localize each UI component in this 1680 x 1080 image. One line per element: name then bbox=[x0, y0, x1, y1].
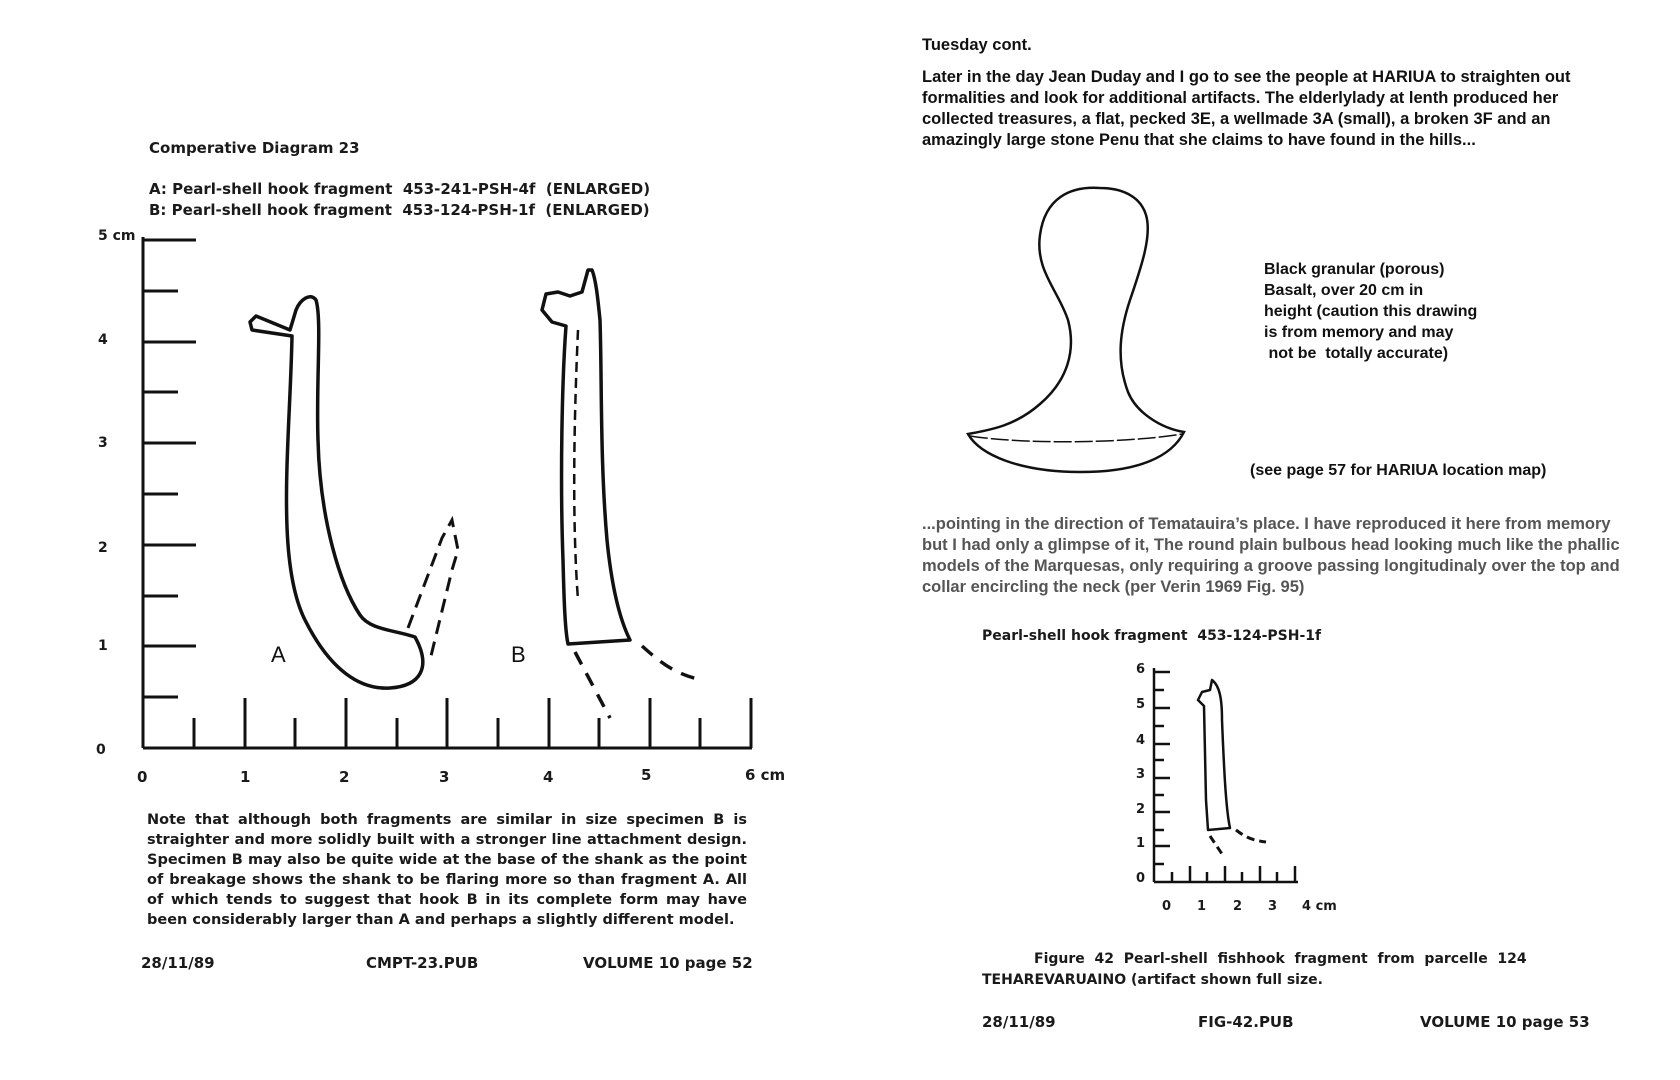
label-a: A bbox=[271, 642, 286, 667]
basalt-line: Basalt, over 20 cm in bbox=[1264, 282, 1424, 299]
hook-a-drawing bbox=[250, 297, 458, 688]
x-tick-label: 0 bbox=[137, 768, 148, 786]
hook-b-drawing bbox=[542, 270, 702, 718]
x-tick-label: 2 bbox=[339, 768, 350, 786]
small-x-tick: 4 cm bbox=[1302, 899, 1337, 914]
y-tick-label: 2 bbox=[98, 540, 108, 556]
y-tick-label: 1 bbox=[98, 638, 108, 654]
small-y-tick: 3 bbox=[1136, 767, 1146, 782]
legend-b: B: Pearl-shell hook fragment 453-124-PSH-1f (ENLARGED) bbox=[149, 201, 650, 219]
diagram-title: Comperative Diagram 23 bbox=[149, 139, 360, 157]
footer-volume: VOLUME 10 page 53 bbox=[1420, 1013, 1590, 1031]
x-tick-label: 5 bbox=[641, 766, 652, 784]
basalt-line: Black granular (porous) bbox=[1264, 261, 1445, 278]
small-x-tick: 0 bbox=[1162, 899, 1172, 914]
small-x-tick: 3 bbox=[1268, 899, 1278, 914]
x-tick-label: 6 cm bbox=[745, 766, 786, 784]
y-tick-label: 4 bbox=[98, 332, 108, 348]
small-chart-title: Pearl-shell hook fragment 453-124-PSH-1f bbox=[982, 628, 1322, 644]
footer-volume: VOLUME 10 page 52 bbox=[583, 954, 753, 972]
label-b: B bbox=[511, 642, 526, 667]
small-y-tick: 4 bbox=[1136, 733, 1146, 748]
right-page bbox=[840, 0, 1680, 1080]
footer-date: 28/11/89 bbox=[141, 954, 215, 972]
small-x-tick: 2 bbox=[1233, 899, 1243, 914]
heading: Tuesday cont. bbox=[922, 36, 1032, 54]
x-tick-label: 3 bbox=[439, 768, 450, 786]
x-tick-label: 4 bbox=[543, 768, 554, 786]
small-y-tick: 6 bbox=[1136, 662, 1146, 677]
y-tick-label: 3 bbox=[98, 435, 108, 451]
small-hook-b bbox=[1198, 680, 1266, 854]
figure-caption-line-1: Figure 42 Pearl-shell fishhook fragment from parcelle 124 bbox=[1034, 951, 1527, 967]
hook-diagram bbox=[0, 0, 840, 780]
footer-date: 28/11/89 bbox=[982, 1013, 1056, 1031]
x-tick-label: 1 bbox=[240, 768, 251, 786]
small-ruler bbox=[1154, 668, 1298, 882]
footer-file: CMPT-23.PUB bbox=[366, 954, 479, 972]
ruler bbox=[143, 237, 752, 748]
small-y-tick: 1 bbox=[1136, 836, 1146, 851]
small-y-tick: 2 bbox=[1136, 802, 1146, 817]
legend-a: A: Pearl-shell hook fragment 453-241-PSH-4f (ENLARGED) bbox=[149, 180, 651, 198]
footer-file: FIG-42.PUB bbox=[1198, 1013, 1294, 1031]
basalt-line: height (caution this drawing bbox=[1264, 303, 1478, 320]
basalt-line: is from memory and may bbox=[1264, 324, 1454, 341]
y-tick-label: 5 cm bbox=[98, 228, 136, 244]
paragraph-2: ...pointing in the direction of Tematauira’s place. I have reproduced it here from memory but I had only a glimpse of it, The round plain bulbous head looking much like the phallic models of the Marquesas, only requiring a groove passing longitudinaly over the top and collar encircling the neck (per Verin 1969 Fig. 95) bbox=[922, 515, 1620, 596]
note-paragraph: Note that although both fragments are similar in size specimen B is straighter and more solidly built with a stronger line attachment design. Specimen B may also be quite wide at the base of the shank as the point of breakage shows the shank to be flaring more so than fragment A. All of which tends to suggest that hook B in its complete form may have been considerably larger than A and perhaps a slightly different model. bbox=[147, 812, 747, 928]
figure-caption-line-2: TEHAREVARUAINO (artifact shown full size. bbox=[982, 972, 1323, 988]
y-tick-label: 0 bbox=[96, 742, 106, 758]
small-x-tick: 1 bbox=[1197, 899, 1207, 914]
penu-drawing bbox=[960, 180, 1200, 480]
small-hook-chart bbox=[1140, 660, 1340, 920]
paragraph-1: Later in the day Jean Duday and I go to see the people at HARIUA to straighten out formalities and look for additional artifacts. The elderlylady at lenth produced her collected treasures, a flat, pecked 3E, a wellmade 3A (small), a broken 3F and an amazingly large stone Penu that she claims to have found in the hills... bbox=[922, 68, 1571, 149]
small-y-tick: 5 bbox=[1136, 697, 1146, 712]
see-page-note: (see page 57 for HARIUA location map) bbox=[1250, 462, 1547, 479]
basalt-line: not be totally accurate) bbox=[1264, 345, 1449, 362]
small-y-tick: 0 bbox=[1136, 871, 1146, 886]
